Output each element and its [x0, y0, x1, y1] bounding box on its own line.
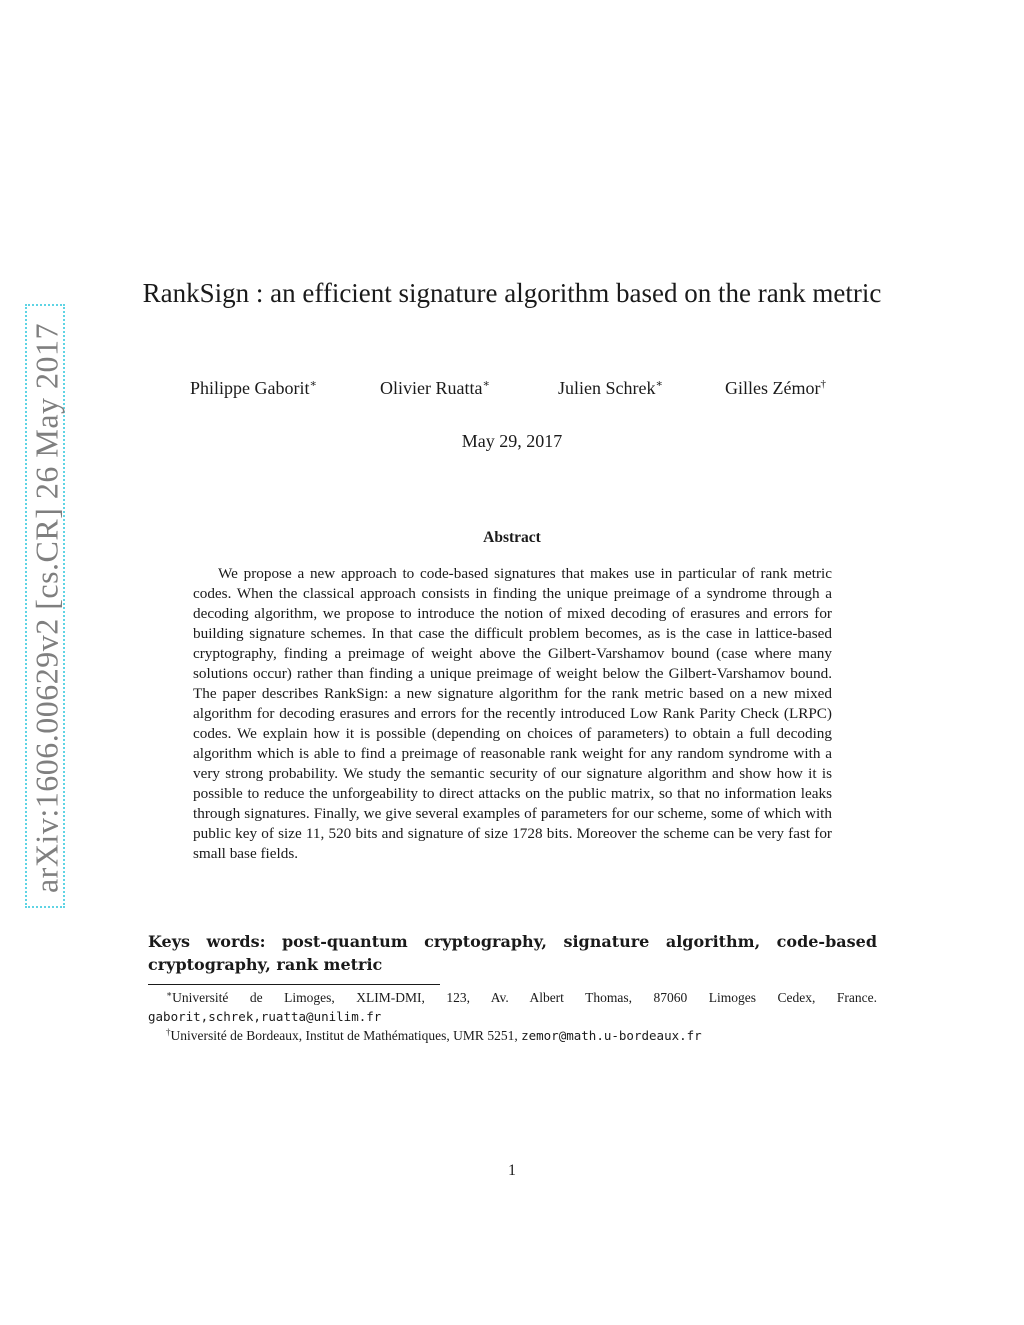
author-ruatta [380, 378, 490, 399]
arxiv-stamp-text: arXiv:1606.00629v2 [cs.CR] 26 May 2017 [28, 322, 65, 894]
author-affiliation-mark: ∗ [482, 378, 490, 390]
author-affiliation-mark: ∗ [309, 378, 317, 390]
paper-title: RankSign : an efficient signature algorithm based on the rank metric [142, 278, 882, 308]
paper-date: May 29, 2017 [461, 431, 563, 451]
footnote-email: gaborit,schrek,ruatta@unilim.fr [148, 1009, 382, 1024]
author-gaborit [190, 378, 317, 399]
footnote-affiliation-limoges [148, 988, 877, 1026]
footnote-text: Université de Bordeaux, Institut de Mathématiques, UMR 5251, [170, 1028, 522, 1043]
arxiv-stamp-frame [25, 304, 65, 908]
footnote-email: zemor@math.u-bordeaux.fr [521, 1028, 702, 1043]
footnote-text: Université de Limoges, XLIM-DMI, 123, Av. Albert Thomas, 87060 Limoges Cedex, France. [172, 990, 877, 1005]
footnote-affiliation-bordeaux [148, 1026, 877, 1045]
author-zemor [725, 378, 826, 399]
author-name: Julien Schrek [558, 378, 656, 398]
keywords: Keys words: post-quantum cryptography, signature algorithm, code-based cryptography, rank metric [148, 932, 877, 974]
author-list [140, 378, 884, 404]
footnote-divider [148, 984, 440, 985]
abstract-heading: Abstract [483, 529, 541, 546]
footnote-mark: ∗ [166, 989, 173, 999]
page-number: 1 [508, 1162, 516, 1179]
author-schrek [558, 378, 663, 399]
author-name: Gilles Zémor [725, 378, 821, 398]
abstract-text: We propose a new approach to code-based signatures that makes use in particular of rank metric codes. When the classical approach consists in finding the unique preimage of a syndrome through a decoding algorithm, we propose to introduce the notion of mixed decoding of erasures and errors for building signature schemes. In that case the difficult problem becomes, as is the case in lattice-based cryptography, finding a preimage of weight above the Gilbert-Varshamov bound (case where many solutions occur) rather than finding a unique preimage of weight below the Gilbert-Varshamov bound. The paper describes RankSign: a new signature algorithm for the rank metric based on a new mixed algorithm for decoding erasures and errors for the recently introduced Low Rank Parity Check (LRPC) codes. We explain how it is possible (depending on choices of parameters) to obtain a full decoding algorithm which is able to find a preimage of reasonable rank weight for any random syndrome with a very strong probability. We study the semantic security of our signature algorithm and show how it is possible to reduce the unforgeability to direct attacks on the public matrix, so that no information leaks through signatures. Finally, we give several examples of parameters for our scheme, some of which with public key of size 11, 520 bits and signature of size 1728 bits. Moreover the scheme can be very fast for small base fields. [193, 565, 832, 862]
author-affiliation-mark: ∗ [655, 378, 663, 390]
author-name: Philippe Gaborit [190, 378, 310, 398]
footnote-mark: † [166, 1027, 171, 1037]
author-affiliation-mark: † [820, 378, 826, 390]
author-name: Olivier Ruatta [380, 378, 483, 398]
